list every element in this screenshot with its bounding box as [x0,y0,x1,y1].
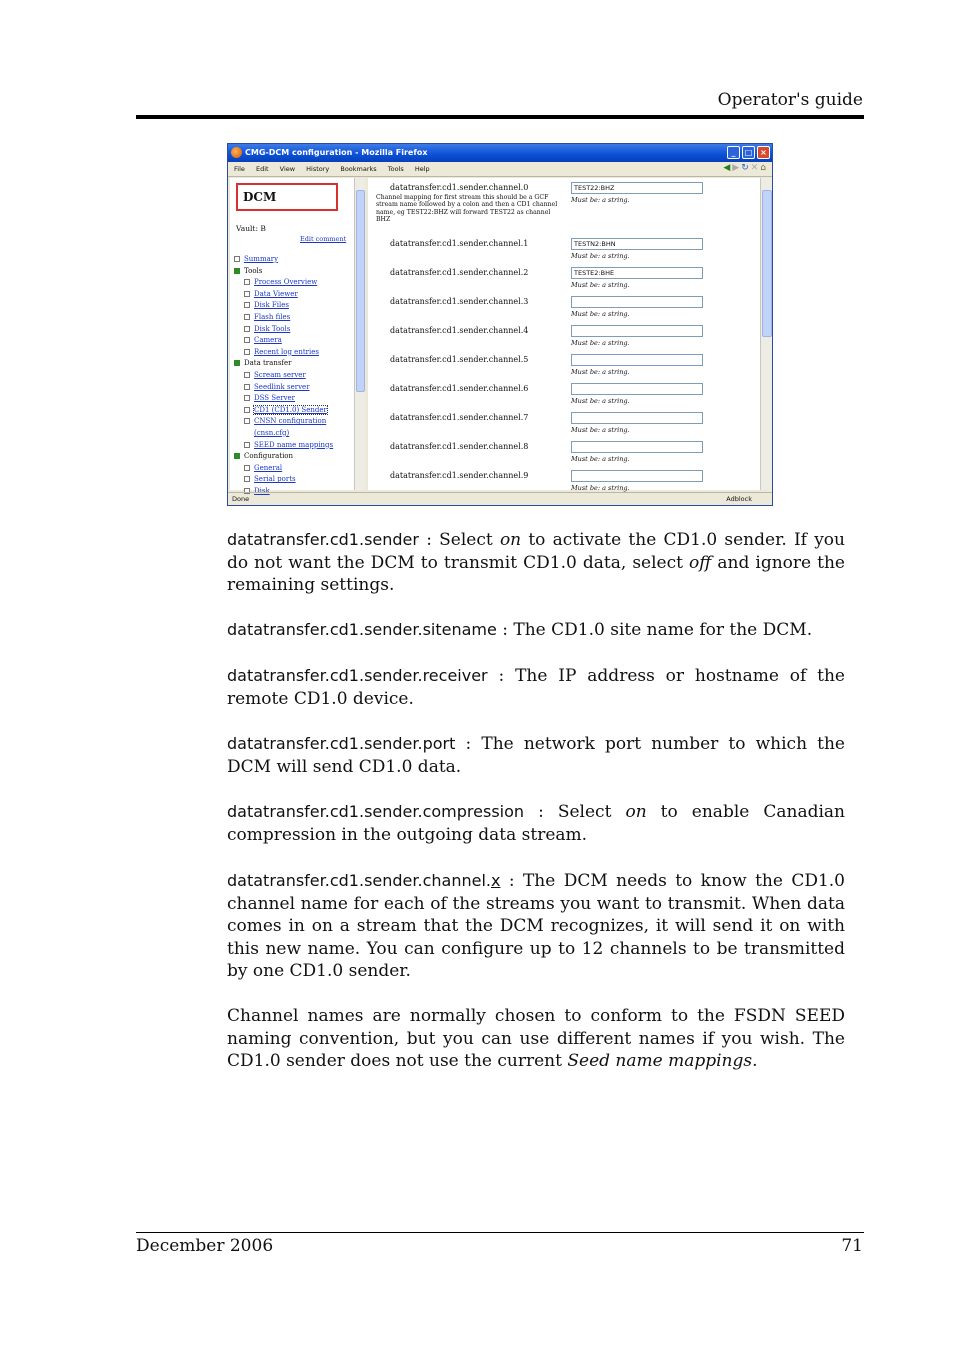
sidebar-frame [230,178,356,495]
document-icon [244,349,250,355]
folder-icon [234,268,240,274]
channel-input[interactable] [571,383,703,395]
tree-item-label[interactable]: Scream server [254,370,306,379]
tree-item[interactable] [234,324,333,336]
term-receiver: datatransfer.cd1.sender.receiver [227,666,488,685]
stop-icon[interactable]: ✕ [750,163,761,173]
tree-item-label[interactable]: Process Overview [254,278,318,287]
text: : The IP address or hostname of the remote CD1.0 device. [227,666,845,709]
paragraph-compression [227,801,845,846]
tree-item [234,358,333,370]
tree-item-label[interactable]: SEED name mappings [254,440,334,449]
tree-item-label[interactable]: DSS Server [254,394,296,403]
footer-date: December 2006 [136,1236,274,1256]
tree-item-label: Data transfer [244,359,292,368]
config-hint: Must be: a string. [571,252,630,260]
page-number: 71 [841,1236,863,1256]
config-hint: Must be: a string. [571,339,630,347]
minimize-icon[interactable]: _ [727,146,740,159]
vault-label: Vault: B [236,224,266,233]
config-row [368,181,760,224]
term-sitename: datatransfer.cd1.sender.sitename [227,620,497,639]
menu-view[interactable]: View [279,165,296,173]
firefox-icon [231,147,242,158]
menu-file[interactable]: File [234,165,245,173]
document-icon [244,302,250,308]
maximize-icon[interactable]: □ [742,146,755,159]
menu-bookmarks[interactable]: Bookmarks [340,165,377,173]
document-icon [244,314,250,320]
config-hint: Must be: a string. [571,397,630,405]
status-text: Done [232,495,250,503]
reload-icon[interactable]: ↻ [741,163,751,173]
window-titlebar [228,144,772,162]
back-icon[interactable]: ◀ [723,163,733,173]
channel-input[interactable]: TESTE2:BHE [571,267,703,279]
folder-icon [234,360,240,366]
tree-item-label: Configuration [244,452,294,461]
menu-edit[interactable]: Edit [255,165,269,173]
config-label: datatransfer.cd1.sender.channel.6 [390,384,529,393]
sidebar-scroll-thumb[interactable] [356,190,365,392]
tree-item-label[interactable]: CNSN configuration [254,417,327,426]
header-rule [136,115,864,119]
text: to activate the CD1.0 sender. If you do not want the DCM to transmit CD1.0 data, select [227,530,845,573]
config-hint: Must be: a string. [571,196,630,204]
config-row [368,237,760,266]
config-row [368,295,760,324]
browser-screenshot [227,143,773,506]
config-hint: Must be: a string. [571,281,630,289]
channel-input[interactable] [571,412,703,424]
nav-buttons [723,163,768,173]
document-icon [244,418,250,424]
term-port: datatransfer.cd1.sender.port [227,734,456,753]
config-label: datatransfer.cd1.sender.channel.3 [390,297,529,306]
folder-icon [234,453,240,459]
tree-item[interactable] [234,335,333,347]
emphasis: on [499,530,522,550]
tree-item-label[interactable]: Data Viewer [254,289,298,298]
tree-item-label[interactable]: (cnsn.cfg) [254,428,290,437]
config-row [368,266,760,295]
tree-item-label[interactable]: Serial ports [254,475,296,484]
paragraph-sender [227,529,845,597]
tree-item-label[interactable]: Camera [254,336,282,345]
config-hint: Must be: a string. [571,368,630,376]
paragraph-sitename [227,619,845,642]
config-row [368,353,760,382]
text: : The network port number to which the DCM will send CD1.0 data. [227,734,845,777]
paragraph-channel-names [227,1005,845,1073]
tree-item[interactable] [234,440,333,452]
text: and ignore the remaining settings. [227,552,845,596]
menu-help[interactable]: Help [414,165,430,173]
paragraph-channel [227,870,845,983]
document-icon [244,384,250,390]
document-icon [244,337,250,343]
dcm-logo: DCM [236,183,338,211]
config-row [368,411,760,440]
document-icon [244,407,250,413]
channel-input[interactable]: TEST22:BHZ [571,182,703,194]
emphasis: off [689,552,712,573]
text: : The CD1.0 site name for the DCM. [496,620,813,640]
text: : Select [418,530,500,550]
tree-item-label[interactable]: Flash files [254,312,291,321]
content-scrollbar[interactable] [760,178,772,490]
footer-rule [136,1232,864,1233]
document-icon [244,465,250,471]
config-hint: Must be: a string. [571,455,630,463]
emphasis: Seed name mappings [567,1051,753,1072]
tree-item-label[interactable]: Seedlink server [254,382,310,391]
tree-item-label[interactable]: General [254,463,283,472]
tree-item[interactable] [234,382,333,394]
config-row [368,324,760,353]
config-row [368,382,760,411]
tree-item [234,266,333,278]
config-label: datatransfer.cd1.sender.channel.5 [390,355,529,364]
home-icon[interactable]: ⌂ [760,163,768,173]
paragraph-port [227,733,845,778]
document-icon [244,372,250,378]
text: to enable Canadian compression in the outgoing data stream. [227,802,845,845]
config-label: datatransfer.cd1.sender.channel.0 [390,183,529,192]
content-scroll-thumb[interactable] [762,190,772,337]
config-hint: Must be: a string. [571,426,630,434]
document-icon [244,279,250,285]
config-label: datatransfer.cd1.sender.channel.7 [390,413,529,422]
config-label: datatransfer.cd1.sender.channel.1 [390,239,529,248]
running-header: Operator's guide [717,90,863,110]
document-icon [244,326,250,332]
config-label: datatransfer.cd1.sender.channel.4 [390,326,529,335]
menu-bar [228,162,772,177]
tree-item-label[interactable]: Summary [244,255,279,263]
tree-item[interactable] [234,393,333,405]
tree-item-label: Tools [244,266,263,275]
menu-history[interactable]: History [306,165,330,173]
tree-item[interactable] [234,312,333,324]
edit-comment-link[interactable]: Edit comment [300,235,347,243]
config-label: datatransfer.cd1.sender.channel.8 [390,442,529,451]
document-icon [244,291,250,297]
tree-item-label[interactable]: Disk [254,486,270,495]
term-channel: datatransfer.cd1.sender.channel. [227,871,491,890]
tree-item[interactable] [234,474,333,486]
status-bar [228,492,772,506]
tree-item-label[interactable]: Disk Files [254,301,289,310]
config-hint: Must be: a string. [571,484,630,492]
term-channel-x: x [490,871,501,890]
config-label: datatransfer.cd1.sender.channel.9 [390,471,529,480]
tree-item[interactable] [234,277,333,289]
config-hint: Must be: a string. [571,310,630,318]
channel-input[interactable] [571,354,703,366]
tree-item-label[interactable]: Recent log entries [254,347,319,356]
emphasis: on [625,802,647,822]
text: : Select [524,802,626,822]
config-description: Channel mapping for first stream this should be a GCF stream name followed by a colon and then a CD1 channel name, eg TEST22:BHZ will forward TEST22 as channel BHZ [376,194,558,224]
tree-item-label[interactable]: Disk Tools [254,324,291,333]
tree-item[interactable] [234,463,333,475]
tree-item[interactable] [234,405,333,417]
paragraph-receiver [227,665,845,710]
adblock-label[interactable]: Adblock [726,495,752,503]
channel-input[interactable] [571,296,703,308]
config-label: datatransfer.cd1.sender.channel.2 [390,268,529,277]
config-content [368,178,760,490]
document-icon [244,442,250,448]
text: Channel names are normally chosen to conform to the FSDN SEED naming convention, but you can use different names if you wish. The CD1.0 sender does not use the current [227,1006,845,1072]
tree-item[interactable] [234,370,333,382]
close-icon[interactable]: × [757,146,770,159]
menu-tools[interactable]: Tools [387,165,404,173]
spacer [244,430,250,436]
tree-item[interactable] [234,254,333,266]
channel-input[interactable] [571,325,703,337]
tree-item [234,451,333,463]
text: : The DCM needs to know the CD1.0 channel name for each of the streams you want to transmit. When data comes in on a stream that the DCM recognizes, it will send it on with this new name. You can configure up to 12 channels to be transmitted by one CD1.0 sender. [227,871,845,982]
tree-item[interactable] [234,300,333,312]
config-row [368,440,760,469]
term-compression: datatransfer.cd1.sender.compression [227,802,525,821]
channel-input[interactable]: TESTN2:BHN [571,238,703,250]
tree-item[interactable] [234,416,333,428]
sidebar-scrollbar[interactable] [354,178,365,490]
tree-item[interactable] [234,428,333,440]
document-icon [244,476,250,482]
tree-item-label[interactable]: CD1 (CD1.0) Sender [254,405,327,414]
tree-item[interactable] [234,289,333,301]
nav-tree [234,254,333,497]
channel-input[interactable] [571,470,703,482]
tree-item[interactable] [234,347,333,359]
window-title: CMG-DCM configuration - Mozilla Firefox [245,148,428,157]
channel-input[interactable] [571,441,703,453]
document-icon [234,256,240,262]
document-icon [244,395,250,401]
forward-icon[interactable]: ▶ [732,163,742,173]
term-sender: datatransfer.cd1.sender [227,530,419,549]
text: . [752,1051,758,1072]
